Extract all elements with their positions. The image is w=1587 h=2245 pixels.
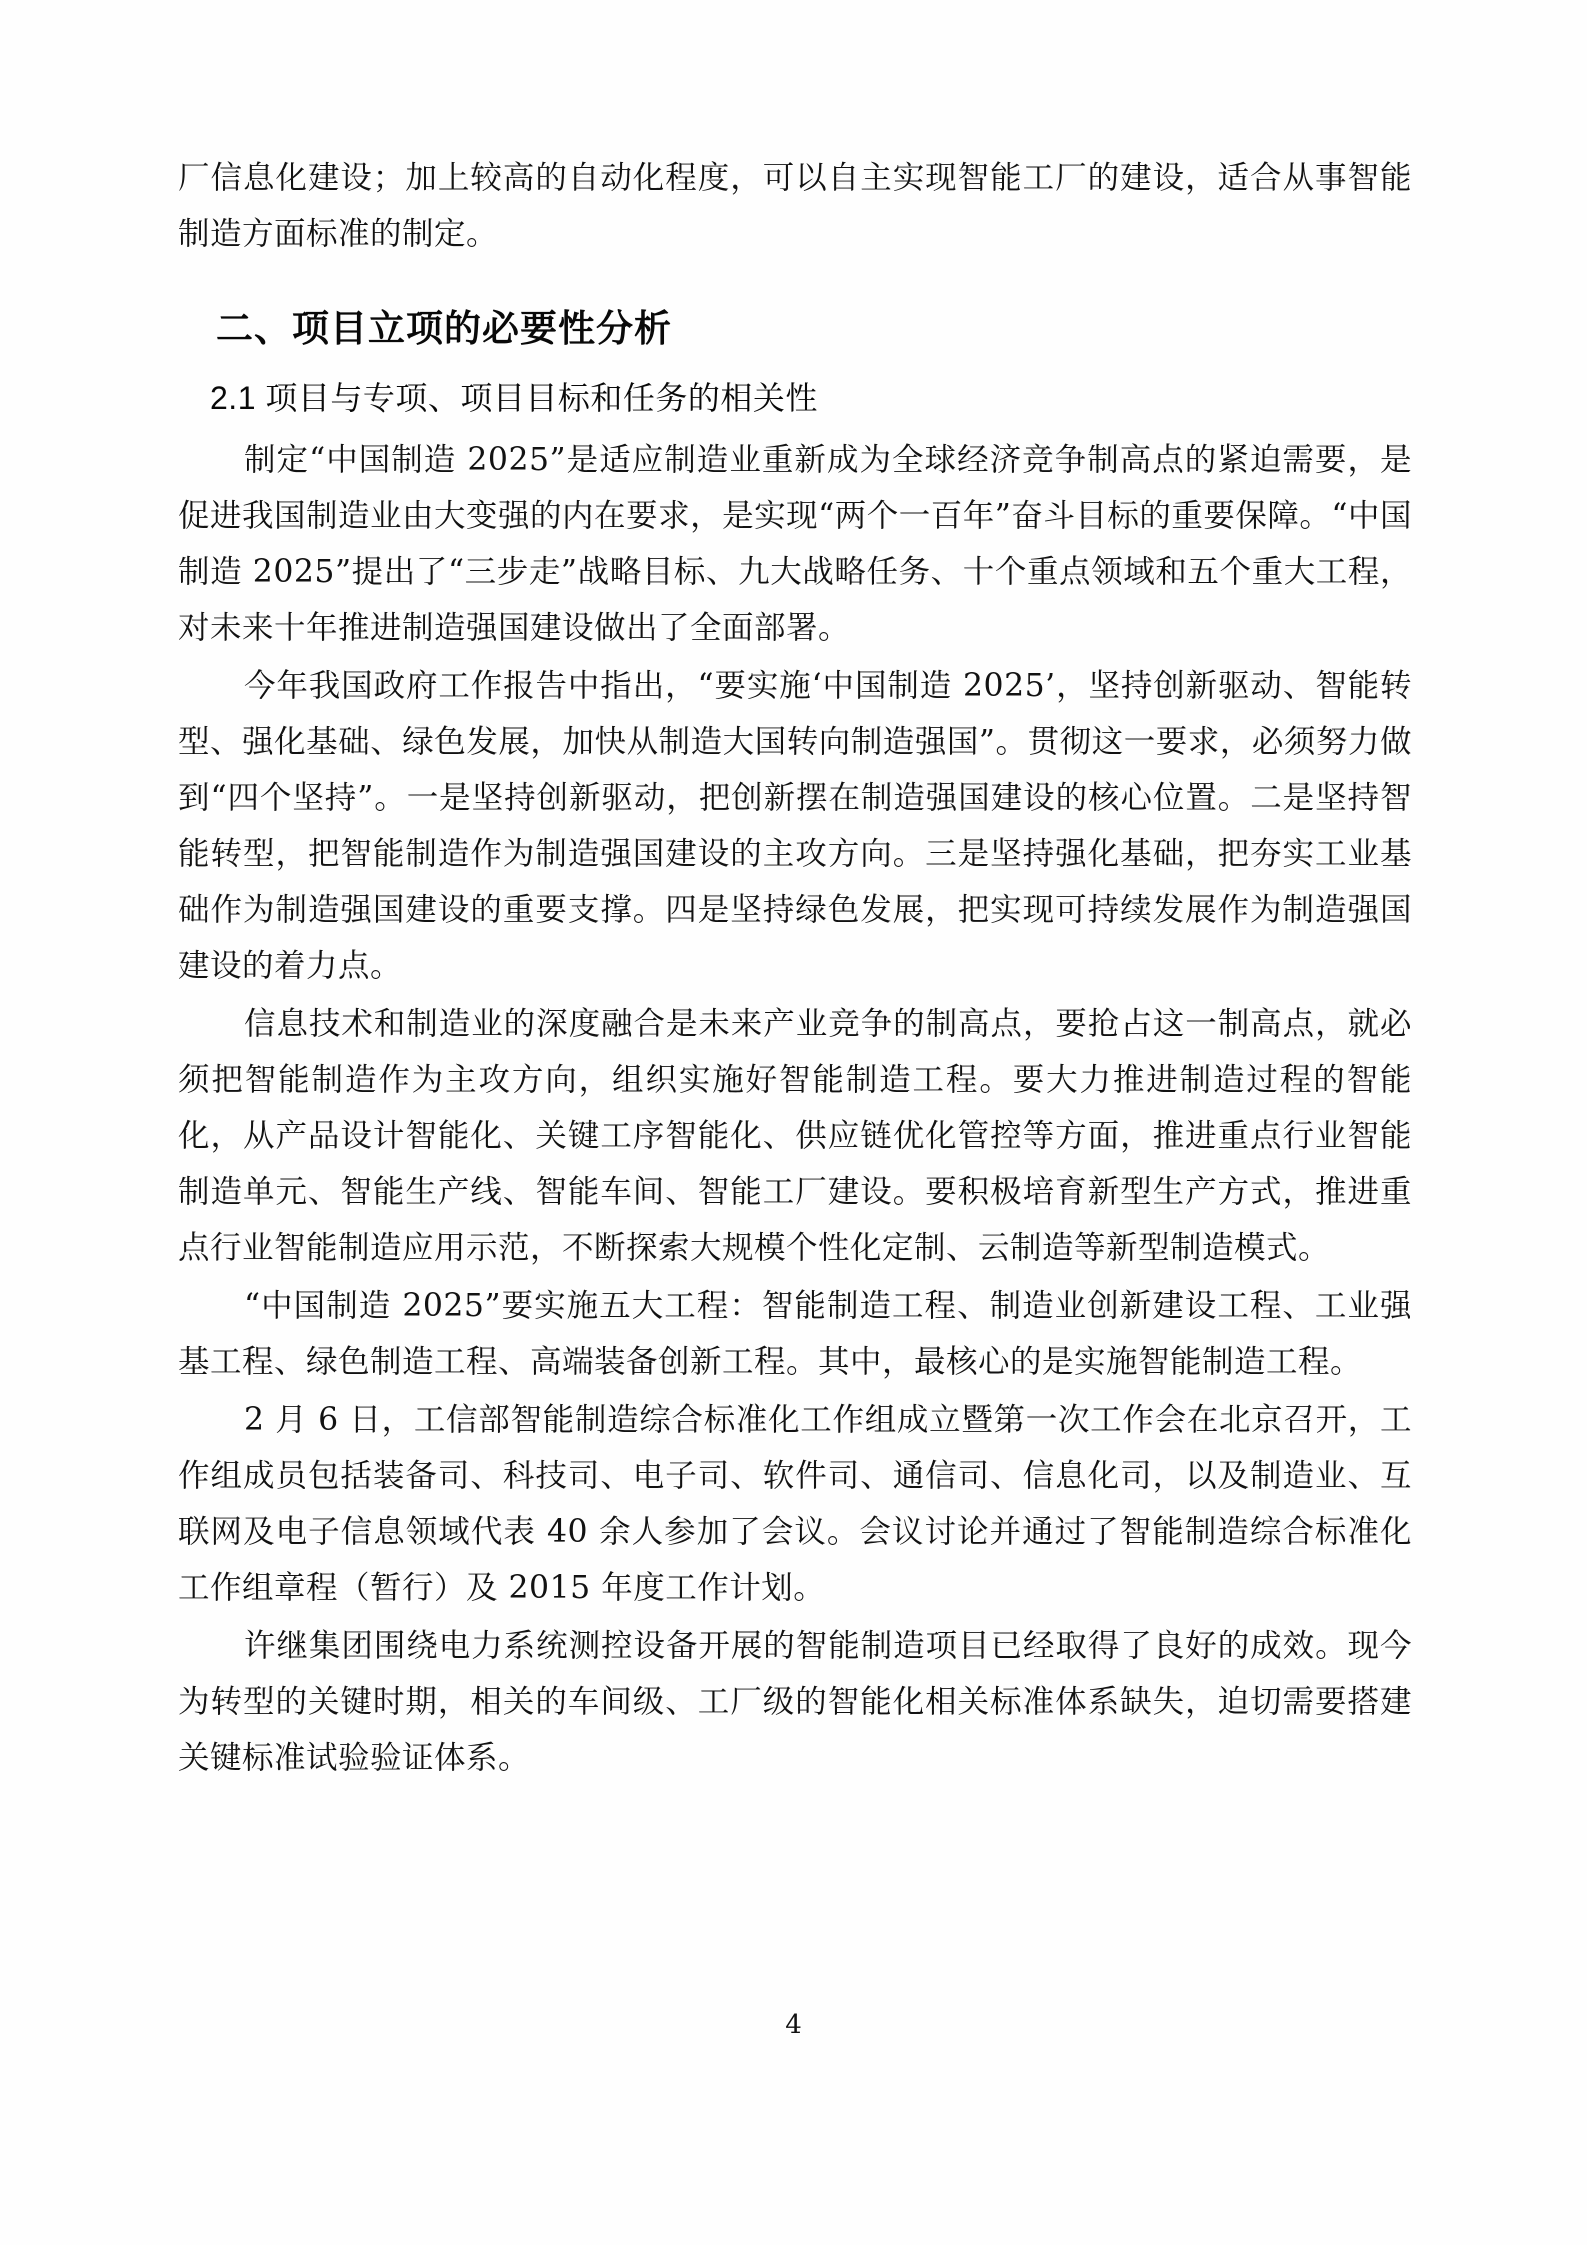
page-content [178, 150, 1412, 1788]
body-paragraph-2: 今年我国政府工作报告中指出，“要实施‘中国制造 2025’，坚持创新驱动、智能转型、强化基础、绿色发展，加快从制造大国转向制造强国”。贯彻这一要求，必须努力做到“四个坚持”。一是坚持创新驱动，把创新摆在制造强国建设的核心位置。二是坚持智能转型，把智能制造作为制造强国建设的主攻方向。三是坚持强化基础，把夯实工业基础作为制造强国建设的重要支撑。四是坚持绿色发展，把实现可持续发展作为制造强国建设的着力点。 [178, 668, 1412, 984]
body-paragraph-4: “中国制造 2025”要实施五大工程：智能制造工程、制造业创新建设工程、工业强基工程、绿色制造工程、高端装备创新工程。其中，最核心的是实施智能制造工程。 [178, 1288, 1412, 1380]
page-number: 4 [785, 2010, 802, 2040]
body-paragraph-1: 制定“中国制造 2025”是适应制造业重新成为全球经济竞争制高点的紧迫需要，是促进我国制造业由大变强的内在要求，是实现“两个一百年”奋斗目标的重要保障。“中国制造 2025”提出了“三步走”战略目标、九大战略任务、十个重点领域和五个重大工程，对未来十年推进制造强国建设做出了全面部署。 [178, 442, 1412, 646]
body-paragraph-5: 2 月 6 日，工信部智能制造综合标准化工作组成立暨第一次工作会在北京召开，工作组成员包括装备司、科技司、电子司、软件司、通信司、信息化司，以及制造业、互联网及电子信息领域代表 40 余人参加了会议。会议讨论并通过了智能制造综合标准化工作组章程（暂行）及 2015 年度工作计划。 [178, 1402, 1412, 1606]
continuation-paragraph: 厂信息化建设；加上较高的自动化程度，可以自主实现智能工厂的建设，适合从事智能制造方面标准的制定。 [178, 160, 1412, 252]
section-heading-level1: 二、项目立项的必要性分析 [216, 308, 672, 349]
spacer [178, 264, 1412, 272]
section-heading-level2: 2.1 项目与专项、项目目标和任务的相关性 [210, 380, 818, 416]
body-paragraph-3: 信息技术和制造业的深度融合是未来产业竞争的制高点，要抢占这一制高点，就必须把智能制造作为主攻方向，组织实施好智能制造工程。要大力推进制造过程的智能化，从产品设计智能化、关键工序智能化、供应链优化管控等方面，推进重点行业智能制造单元、智能生产线、智能车间、智能工厂建设。要积极培育新型生产方式，推进重点行业智能制造应用示范，不断探索大规模个性化定制、云制造等新型制造模式。 [178, 1006, 1412, 1266]
body-paragraph-6: 许继集团围绕电力系统测控设备开展的智能制造项目已经取得了良好的成效。现今为转型的关键时期，相关的车间级、工厂级的智能化相关标准体系缺失，迫切需要搭建关键标准试验验证体系。 [178, 1628, 1412, 1776]
